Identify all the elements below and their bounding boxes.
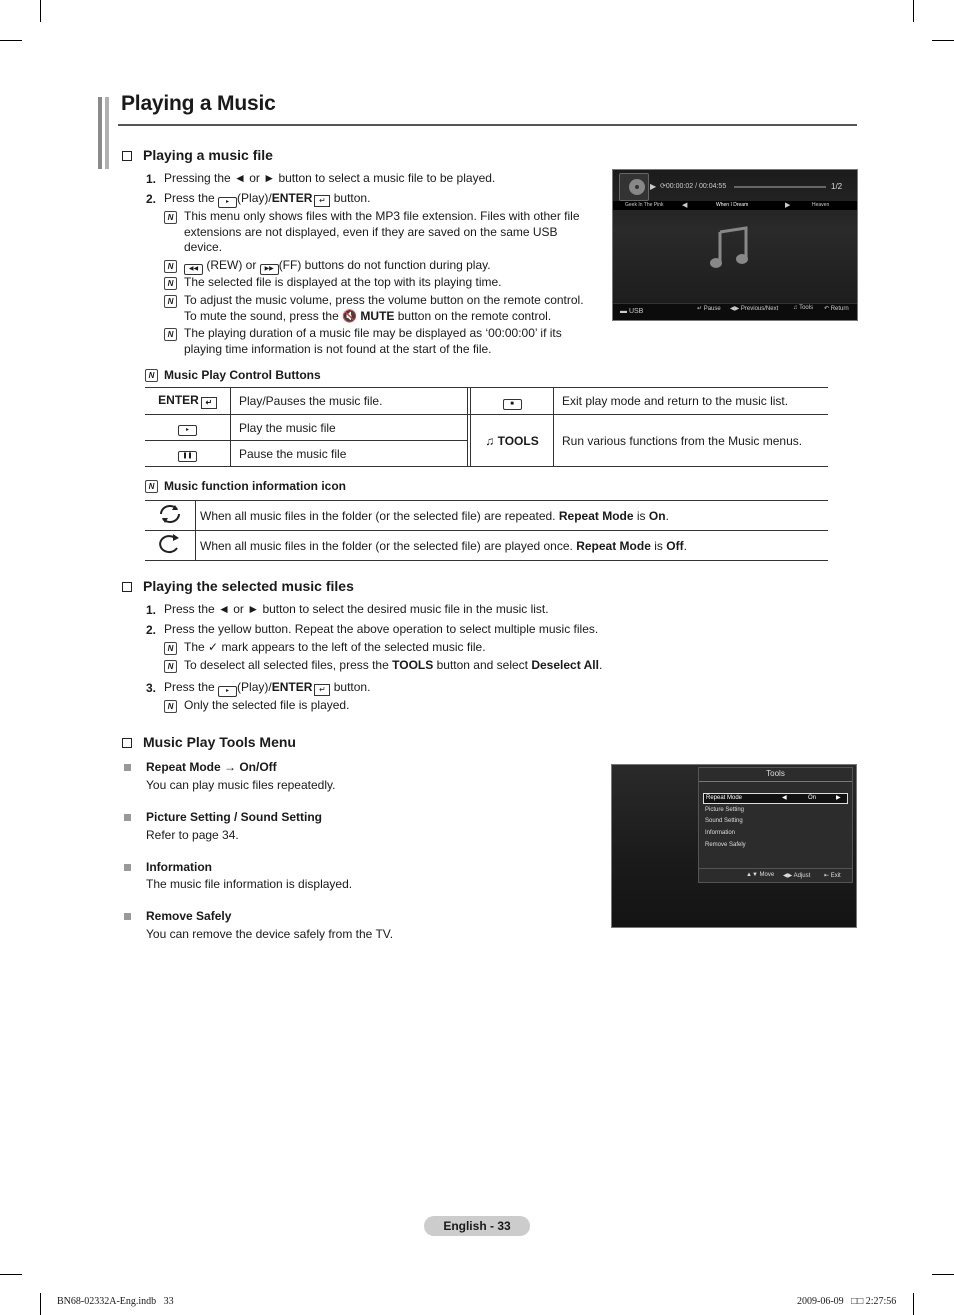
section-heading: [122, 578, 354, 594]
left-arrow-icon: ◀: [782, 795, 787, 801]
hint-pause: ↵ Pause: [697, 306, 721, 312]
step-text: Press the ◄ or ► button to select the desired music file in the music list.: [164, 602, 549, 616]
table-row: [145, 501, 828, 531]
text: To deselect all selected files, press the: [184, 658, 389, 672]
menu-item[interactable]: Sound Setting: [705, 818, 743, 824]
note-icon: N: [145, 480, 158, 493]
hint-text: Return: [830, 306, 849, 312]
hint-exit: ⇤ Exit: [824, 873, 841, 879]
tools-hint-bar: [699, 868, 852, 883]
checkbox-icon: [122, 151, 132, 161]
note-icon: N: [164, 328, 177, 341]
hint-text: Adjust: [793, 873, 811, 879]
crop-mark: [0, 1274, 22, 1275]
album-art: [619, 173, 649, 201]
mute-icon: 🔇: [342, 309, 358, 323]
step-number: 1.: [146, 172, 157, 186]
note-icon: N: [164, 277, 177, 290]
table-cell: When all music files in the folder (or the selected file) are played once. Repeat Mode is Off.: [196, 531, 829, 561]
time-display: ⟳00:00:02 / 00:04:55: [660, 183, 727, 190]
enter-label: ENTER: [158, 393, 199, 407]
enter-icon: ↵: [314, 684, 330, 696]
page-number: English - 33: [424, 1216, 530, 1236]
text: Press the: [164, 680, 215, 694]
note-icon: N: [164, 642, 177, 655]
right-arrow-icon: ▶: [785, 202, 791, 209]
note-text: [184, 640, 486, 656]
repeat-mode-row[interactable]: [703, 793, 848, 804]
step-number: 3.: [146, 681, 157, 695]
text: button.: [333, 680, 371, 694]
pause-button-icon: ❚❚: [178, 451, 197, 462]
table-cell: Play/Pauses the music file.: [231, 388, 468, 415]
play-state-icon: ▶: [650, 182, 657, 191]
table-cell: [145, 388, 231, 415]
play-button-icon: ▸: [218, 686, 237, 697]
hint-move: ▲▼ Move: [746, 872, 775, 878]
text: When all music files in the folder (or the selected file) are repeated.: [200, 508, 556, 523]
usb-label: ▬ USB: [620, 308, 644, 315]
table-cell: [145, 531, 196, 561]
hint-bar: [613, 303, 857, 321]
enter-icon: ↵: [314, 195, 330, 207]
note-text: The selected file is displayed at the top with its playing time.: [184, 275, 502, 289]
bullet-icon: [124, 764, 131, 771]
table-cell: When all music files in the folder (or the selected file) are repeated. Repeat Mode is On.: [196, 501, 829, 531]
crop-mark: [40, 1293, 41, 1315]
tool-item-title: Picture Setting / Sound Setting: [146, 810, 323, 824]
title-decor-bar: [105, 97, 109, 169]
step-text: Press the yellow button. Repeat the above operation to select multiple music files.: [164, 622, 599, 636]
table-cell: [145, 441, 231, 467]
section-heading: [122, 147, 273, 163]
time-text: 00:00:02 / 00:04:55: [665, 183, 727, 190]
music-player-screenshot: [612, 169, 858, 321]
table-cell: Exit play mode and return to the music list.: [554, 388, 829, 415]
tools-label: TOOLS: [497, 433, 539, 448]
section-title: Playing a music file: [143, 147, 273, 163]
note-text: Only the selected file is played.: [184, 698, 350, 712]
cd-icon: [620, 174, 648, 200]
progress-bar: [734, 186, 826, 188]
enter-label: ENTER: [271, 191, 313, 205]
note-text: To deselect all selected files, press the TOOLS button and select Deselect All.: [184, 658, 603, 672]
bullet-icon: [124, 814, 131, 821]
music-note-icon: [710, 226, 752, 270]
control-buttons-table: [145, 387, 828, 467]
bold-text: On: [648, 508, 666, 523]
menu-item-label: Repeat Mode: [706, 795, 743, 801]
text: To mute the sound, press the: [184, 309, 339, 323]
note-icon: N: [164, 211, 177, 224]
bullet-icon: [124, 913, 131, 920]
checkbox-icon: [122, 738, 132, 748]
table-cell: Pause the music file: [231, 441, 468, 467]
text: button and select: [436, 658, 528, 672]
tool-item-desc: You can play music files repeatedly.: [146, 778, 336, 792]
enter-label: ENTER: [271, 680, 313, 694]
tool-item-desc: Refer to page 34.: [146, 828, 239, 842]
bullet-icon: [124, 864, 131, 871]
note-icon: N: [164, 295, 177, 308]
hint-text: Exit: [830, 873, 841, 879]
info-icon-table: [145, 500, 828, 561]
text: Press the: [164, 191, 215, 205]
hint-adjust: ◀▶ Adjust: [783, 873, 811, 879]
table-cell: Play the music file: [231, 415, 468, 441]
tools-title: Tools: [699, 768, 852, 782]
note-icon: N: [164, 260, 177, 273]
note-text: This menu only shows files with the MP3 file extension. Files with other file extensions are not displayed, even if they are saved on the same USB device.: [184, 209, 580, 254]
source-text: USB: [628, 308, 644, 315]
section-heading: [122, 734, 296, 750]
table-row: [145, 415, 828, 441]
title-rule: [118, 124, 857, 126]
bold-text: Off: [666, 538, 684, 553]
tool-item-title: Repeat Mode → On/Off: [146, 760, 277, 774]
tool-item-desc: The music file information is displayed.: [146, 877, 353, 891]
table-row: [145, 531, 828, 561]
left-arrow-icon: ◀: [682, 202, 688, 209]
hint-text: Previous/Next: [740, 306, 779, 312]
table-row: [145, 388, 828, 415]
crop-mark: [932, 40, 954, 41]
step-text: [164, 680, 370, 697]
rewind-button-icon: ◀◀: [184, 264, 203, 275]
play-button-icon: ▸: [218, 197, 237, 208]
text: (Play)/: [237, 191, 272, 205]
crop-mark: [913, 1293, 914, 1315]
play-button-icon: ▸: [178, 425, 197, 436]
tools-menu-screenshot: [611, 764, 857, 928]
prev-track: Geek In The Pink: [625, 202, 664, 208]
section-title: Music Play Tools Menu: [143, 734, 296, 750]
crop-mark: [0, 40, 22, 41]
note-icon: N: [145, 369, 158, 382]
page-title: Playing a Music: [121, 92, 276, 115]
step-text: [164, 191, 370, 208]
bold-text: Repeat Mode: [558, 508, 634, 523]
note-text: [184, 258, 491, 275]
step-number: 2.: [146, 623, 157, 637]
page-indicator: 1/2: [831, 182, 843, 191]
step-number: 1.: [146, 603, 157, 617]
hint-text: Pause: [703, 306, 721, 312]
checkmark-icon: ✓: [208, 640, 219, 654]
text: button on the remote control.: [397, 309, 552, 323]
text: button.: [333, 191, 371, 205]
hint-return: ↶ Return: [824, 306, 849, 312]
table-cell: [145, 415, 231, 441]
checkbox-icon: [122, 582, 132, 592]
next-track: Heaven: [812, 202, 830, 208]
text: is: [654, 538, 663, 553]
note-text: [184, 309, 551, 325]
title-decor-bar: [98, 97, 102, 169]
text: is: [636, 508, 646, 523]
stop-button-icon: ■: [503, 399, 522, 410]
table-label: Music Play Control Buttons: [164, 368, 321, 382]
hint-text: Move: [759, 872, 775, 878]
step-number: 2.: [146, 192, 157, 206]
text: When all music files in the folder (or the selected file) are played once.: [200, 538, 573, 553]
current-track: When I Dream: [716, 202, 749, 208]
enter-icon: ↵: [201, 397, 217, 409]
tools-panel: [698, 767, 853, 883]
mute-label: MUTE: [360, 309, 395, 323]
tool-item-desc: You can remove the device safely from the TV.: [146, 927, 394, 941]
table-cell: [471, 388, 554, 415]
track-bar: [613, 201, 857, 210]
crop-mark: [913, 0, 914, 22]
step-text: Pressing the ◄ or ► button to select a music file to be played.: [164, 171, 496, 185]
fast-forward-button-icon: ▶▶: [260, 264, 279, 275]
section-title: Playing the selected music files: [143, 578, 354, 594]
hint-tools: ♫ Tools: [793, 305, 814, 311]
hint-prevnext: ◀▶ Previous/Next: [730, 306, 779, 312]
note-text: To adjust the music volume, press the volume button on the remote control.: [184, 293, 584, 307]
table-cell: Run various functions from the Music menus.: [554, 415, 829, 467]
table-cell: [471, 415, 554, 467]
print-info-left: BN68-02332A-Eng.indb 33: [57, 1296, 174, 1307]
table-label: Music function information icon: [164, 479, 346, 493]
print-info-right: 2009-06-09 □□ 2:27:56: [797, 1296, 897, 1307]
text: The: [184, 640, 205, 654]
menu-item[interactable]: Picture Setting: [705, 807, 745, 813]
menu-item[interactable]: Information: [705, 830, 736, 836]
note-icon: N: [164, 660, 177, 673]
text: (REW) or: [206, 258, 257, 272]
hint-text: Tools: [799, 305, 814, 311]
menu-item-value: On: [808, 795, 817, 801]
tool-item-title: Remove Safely: [146, 909, 232, 923]
text: (FF) buttons do not function during play.: [278, 258, 491, 272]
text: mark appears to the left of the selected music file.: [221, 640, 486, 654]
bold-text: Deselect All: [531, 658, 599, 672]
right-arrow-icon: ▶: [836, 795, 841, 801]
tool-item-title: Information: [146, 860, 212, 874]
repeat-on-icon: [157, 503, 183, 525]
repeat-off-icon: [157, 533, 183, 555]
text: (Play)/: [237, 680, 272, 694]
tools-icon: ♫: [485, 433, 495, 448]
table-cell: [145, 501, 196, 531]
bold-text: Repeat Mode: [576, 538, 651, 553]
note-text: The playing duration of a music file may be displayed as ‘00:00:00’ if its playing time information is not found at the start of the file.: [184, 326, 562, 356]
bold-text: TOOLS: [392, 658, 434, 672]
crop-mark: [932, 1274, 954, 1275]
note-icon: N: [164, 700, 177, 713]
crop-mark: [40, 0, 41, 22]
menu-item[interactable]: Remove Safely: [705, 842, 746, 848]
